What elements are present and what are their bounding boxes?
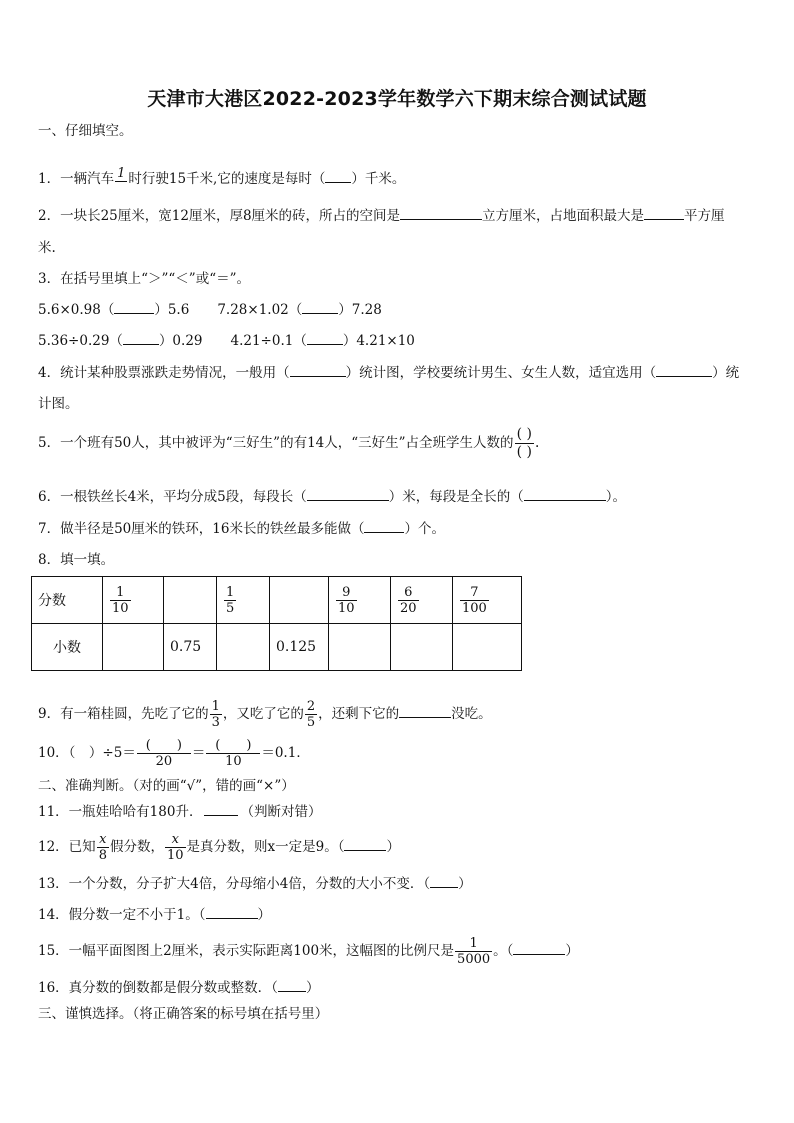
fraction-decimal-table — [31, 576, 522, 671]
question-8: 8．填一填。 — [38, 552, 115, 568]
question-2-cont: 米. — [38, 240, 56, 256]
fraction: 1 — [117, 166, 126, 181]
answer-blank[interactable] — [524, 488, 606, 501]
fraction: $\frac{7}{100}$ — [462, 584, 487, 616]
section-1-heading: 一、仔细填空。 — [38, 123, 133, 139]
table-cell[interactable] — [391, 624, 453, 671]
fraction: $\frac{1}{5}$ — [226, 584, 235, 616]
table-cell[interactable] — [217, 624, 270, 671]
answer-blank[interactable] — [513, 942, 565, 955]
answer-blank[interactable] — [290, 364, 346, 377]
answer-blank[interactable] — [278, 979, 306, 992]
question-3-row-1: 5.6×0.98（ ）5.6 7.28×1.02（ ）7.28 — [38, 302, 382, 318]
question-5: 5．一个班有50人，其中被评为“三好生”的有14人，“三好生”占全班学生人数的 $\frac{( )}{( )}$ . — [38, 426, 540, 460]
fraction: $\frac{9}{10}$ — [338, 584, 355, 616]
fraction: $\frac{6}{20}$ — [400, 584, 417, 616]
answer-blank[interactable] — [656, 364, 712, 377]
answer-blank[interactable] — [364, 520, 404, 533]
fraction: $\frac{1}{3}$ — [211, 699, 220, 730]
question-3-row-2: 5.36÷0.29（ ）0.29 4.21÷0.1（ ）4.21×10 — [38, 333, 415, 349]
answer-blank[interactable] — [114, 301, 154, 314]
answer-blank[interactable] — [344, 838, 386, 851]
question-4-cont: 计图。 — [38, 396, 79, 412]
question-10: 10．（ ）÷5＝ $\frac{( )}{20}$ ＝ $\frac{( )}{10}$ ＝0.1． — [38, 738, 310, 769]
table-row — [32, 624, 522, 671]
answer-blank[interactable] — [400, 207, 482, 220]
question-7: 7．做半径是50厘米的铁环，16米长的铁丝最多能做（ ）个。 — [38, 521, 445, 537]
question-12: 12．已知 $\frac{x}{8}$ 假分数， $\frac{x}{10}$ 是真分数，则x一定是9。（ ） — [38, 832, 400, 863]
table-row — [32, 577, 522, 624]
answer-blank[interactable] — [325, 170, 351, 183]
table-cell[interactable] — [329, 624, 391, 671]
question-3: 3．在括号里填上“＞”“＜”或“＝”。 — [38, 271, 250, 287]
question-4: 4．统计某种股票涨跌走势情况，一般用（ ）统计图，学校要统计男生、女生人数，适宜选用（ ）统 — [38, 365, 740, 381]
question-9: 9．有一箱桂圆，先吃了它的 $\frac{1}{3}$ ，又吃了它的 $\frac{2}{5}$ ，还剩下它的 没吃。 — [38, 699, 492, 730]
table-cell[interactable] — [453, 577, 522, 624]
answer-blank[interactable] — [307, 488, 389, 501]
row-label: 分数 — [32, 577, 103, 624]
table-cell[interactable] — [217, 577, 270, 624]
answer-blank[interactable] — [123, 332, 159, 345]
fraction: $\frac{1}{5000}$ — [457, 936, 491, 967]
question-13: 13．一个分数，分子扩大4倍，分母缩小4倍，分数的大小不变．（ ） — [38, 876, 472, 892]
question-2: 2．一块长25厘米，宽12厘米，厚8厘米的砖，所占的空间是 立方厘米，占地面积最大是 平方厘 — [38, 208, 725, 224]
table-cell[interactable]: 0.75 — [164, 624, 217, 671]
answer-blank[interactable] — [206, 906, 258, 919]
question-14: 14．假分数一定不小于1。（ ） — [38, 907, 272, 923]
fraction: $\frac{( )}{10}$ — [206, 738, 260, 769]
answer-blank[interactable] — [302, 301, 338, 314]
answer-blank[interactable] — [204, 803, 238, 816]
table-cell[interactable] — [270, 577, 329, 624]
fraction: $\frac{x}{8}$ — [98, 832, 107, 863]
section-2-heading: 二、准确判断。（对的画“√”，错的画“×”） — [38, 778, 295, 794]
page-title: 天津市大港区2022-2023学年数学六下期末综合测试试题 — [147, 88, 647, 110]
fraction: $\frac{( )}{20}$ — [137, 738, 191, 769]
table-cell[interactable] — [453, 624, 522, 671]
table-cell[interactable]: 0.125 — [270, 624, 329, 671]
fraction: $\frac{1}{10}$ — [112, 584, 129, 616]
table-cell[interactable] — [391, 577, 453, 624]
table-cell[interactable] — [103, 624, 164, 671]
question-16: 16．真分数的倒数都是假分数或整数．（ ） — [38, 980, 320, 996]
row-label: 小数 — [32, 624, 103, 671]
answer-blank[interactable] — [307, 332, 343, 345]
table-cell[interactable] — [329, 577, 391, 624]
section-3-heading: 三、谨慎选择。（将正确答案的标号填在括号里） — [38, 1006, 329, 1022]
table-cell[interactable] — [103, 577, 164, 624]
fraction: $\frac{( )}{( )}$ — [516, 426, 532, 460]
fraction: $\frac{2}{5}$ — [306, 699, 316, 730]
answer-blank[interactable] — [399, 705, 451, 718]
question-1: 1．一辆汽车 1 时行驶15千米,它的速度是每时（ ）千米。 — [38, 166, 406, 187]
question-15: 15．一幅平面图图上2厘米，表示实际距离100米，这幅图的比例尺是 $\frac{1}{5000}$ 。（ ） — [38, 936, 579, 967]
fraction: $\frac{x}{10}$ — [166, 832, 184, 863]
answer-blank[interactable] — [644, 207, 684, 220]
question-6: 6．一根铁丝长4米，平均分成5段，每段长（ ）米，每段是全长的（ ）。 — [38, 489, 627, 505]
table-cell[interactable] — [164, 577, 217, 624]
answer-blank[interactable] — [430, 875, 458, 888]
question-11: 11．一瓶娃哈哈有180升． （判断对错） — [38, 804, 322, 820]
